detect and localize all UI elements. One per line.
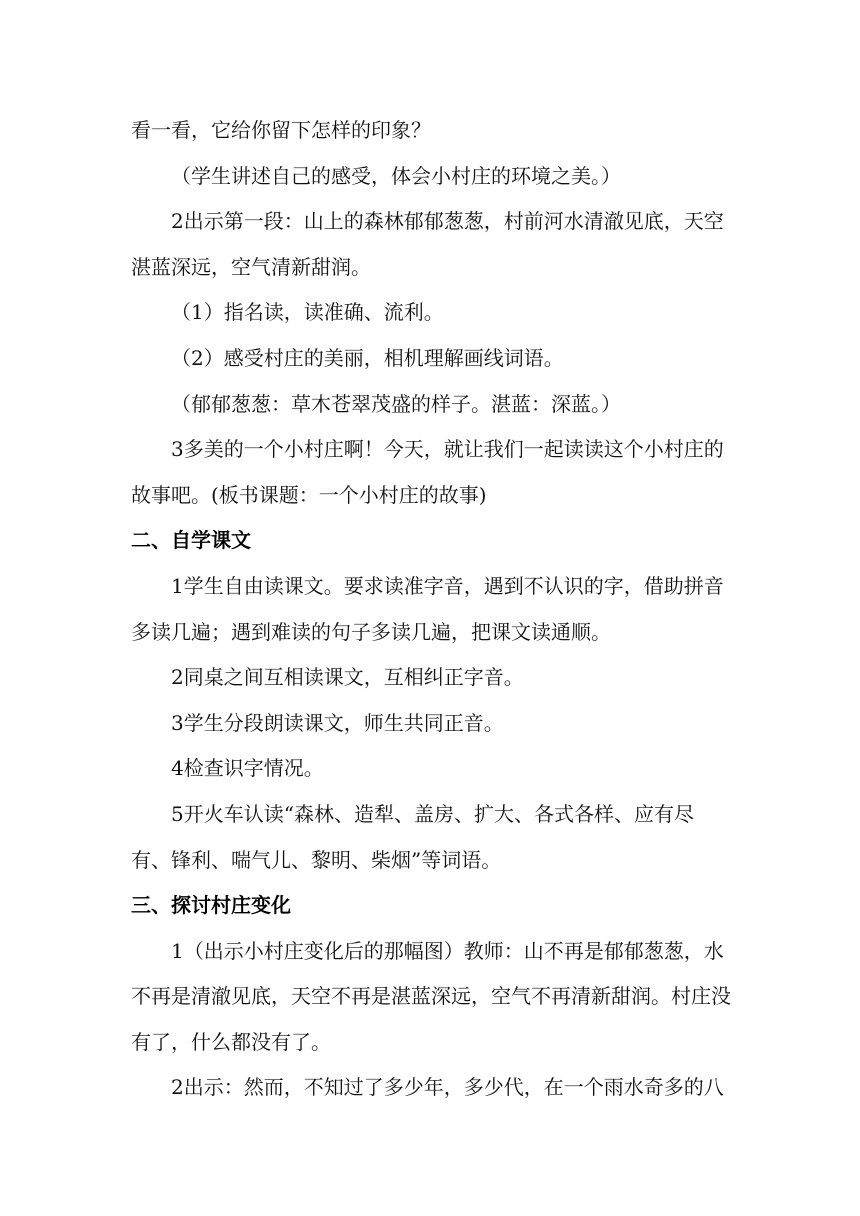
- paragraph-check-words: 4检查识字情况。: [171, 756, 324, 781]
- paragraph-section-read: 3学生分段朗读课文，师生共同正音。: [171, 710, 504, 735]
- paragraph-changed-village: 1（出示小村庄变化后的那幅图）教师：山不再是郁郁葱葱，水不再是清澈见底，天空不再是湛蓝深远，空气不再清新甜润。村庄没有了，什么都没有了。: [131, 938, 731, 1054]
- paragraph-prompt: 看一看，它给你留下怎样的印象？: [131, 118, 431, 142]
- paragraph-word-meaning: （郁郁葱葱：草木苍翠茂盛的样子。湛蓝：深蓝。）: [171, 391, 621, 416]
- document-body: [131, 108, 731, 1111]
- section-heading-village-change: 三、探讨村庄变化: [131, 893, 291, 918]
- paragraph-read-aloud: （1）指名读，读准确、流利。: [171, 300, 444, 325]
- paragraph-first-section: 2出示第一段：山上的森林郁郁葱葱，村前河水清澈见底，天空湛蓝深远，空气清新甜润。: [131, 209, 724, 279]
- paragraph-show-text: 2出示：然而，不知过了多少年，多少代，在一个雨水奇多的八: [171, 1075, 724, 1100]
- paragraph-student-feeling: （学生讲述自己的感受，体会小村庄的环境之美。）: [171, 163, 621, 188]
- paragraph-self-read: 1学生自由读课文。要求读准字音，遇到不认识的字，借助拼音多读几遍；遇到难读的句子多读几遍，把课文读通顺。: [131, 573, 724, 644]
- paragraph-lesson-title: 3多美的一个小村庄啊！今天，就让我们一起读读这个小村庄的故事吧。(板书课题：一个小村庄的故事): [131, 437, 724, 507]
- paragraph-pair-read: 2同桌之间互相读课文，互相纠正字音。: [171, 665, 524, 690]
- paragraph-feel-beauty: （2）感受村庄的美丽，相机理解画线词语。: [171, 345, 564, 370]
- paragraph-word-train: 5开火车认读“森林、造犁、盖房、扩大、各式各样、应有尽有、锋利、喘气儿、黎明、柴烟”等词语。: [131, 801, 694, 872]
- section-heading-self-study: 二、自学课文: [131, 528, 251, 553]
